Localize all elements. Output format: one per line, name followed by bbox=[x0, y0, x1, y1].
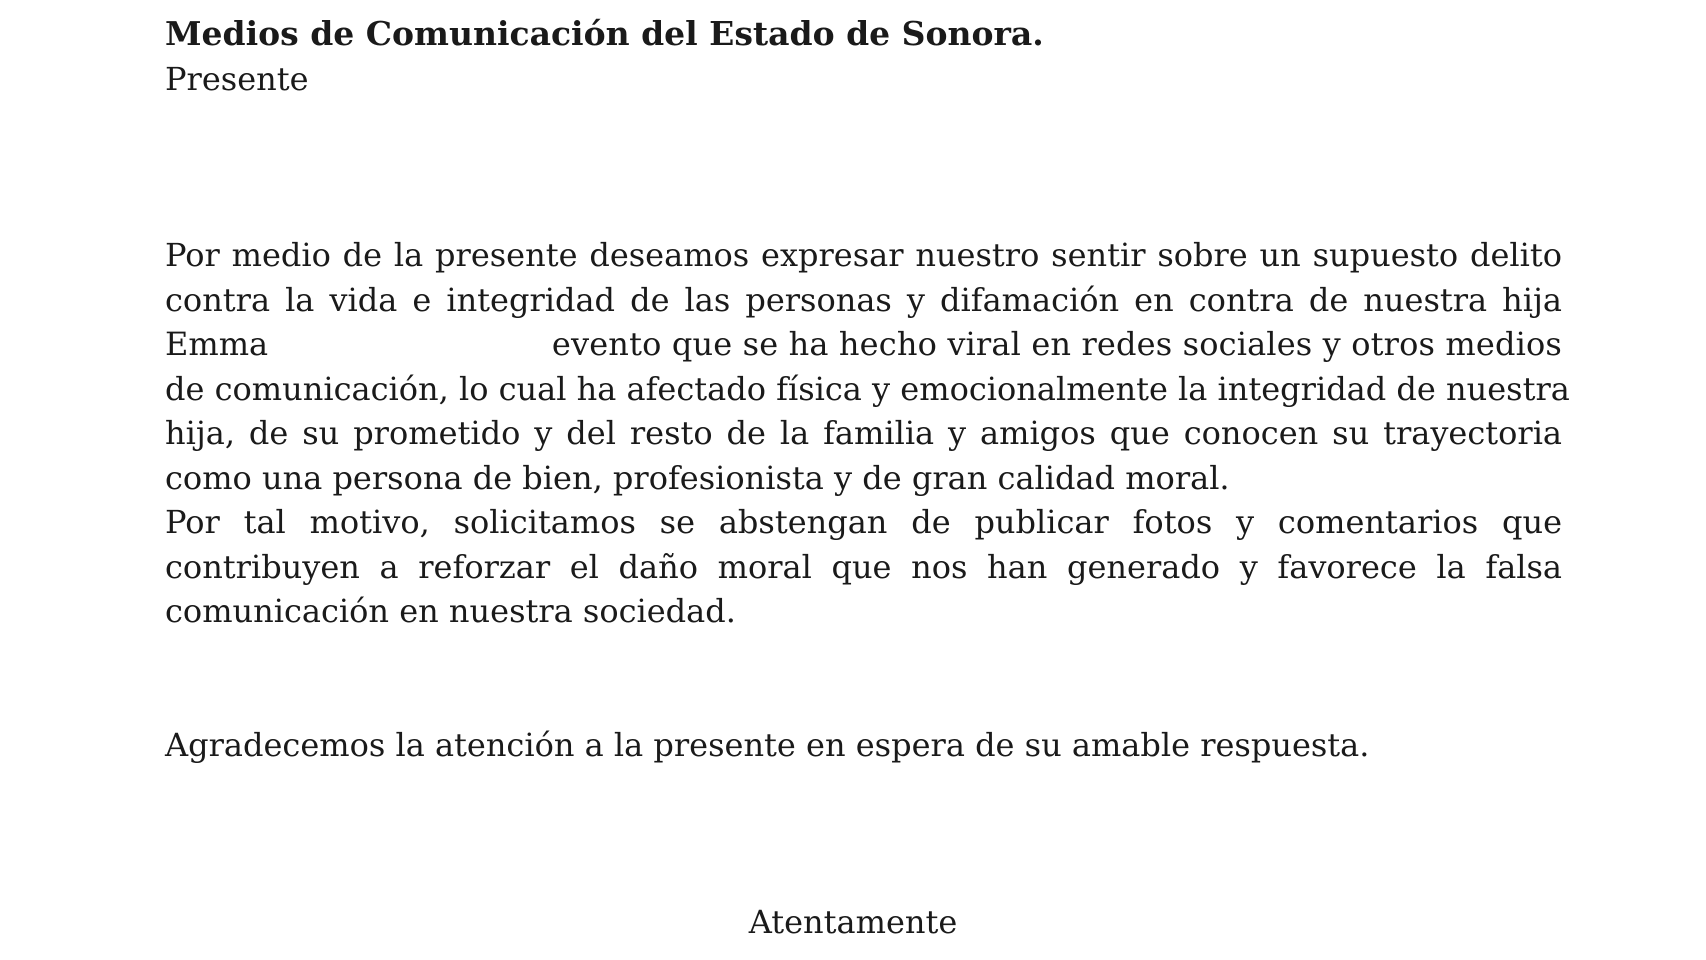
name-emma: Emma bbox=[165, 325, 269, 363]
salutation: Presente bbox=[165, 60, 309, 98]
letter-body bbox=[165, 233, 1570, 634]
thanks-line: Agradecemos la atención a la presente en espera de su amable respuesta. bbox=[165, 726, 1370, 764]
paragraph-2-line-2: contribuyen a reforzar el daño moral que nos han generado y favorece la falsa bbox=[165, 547, 1562, 586]
recipient-heading: Medios de Comunicación del Estado de Sonora. bbox=[165, 14, 1044, 53]
paragraph-1-line-4: de comunicación, lo cual ha afectado física y emocionalmente la integridad de nuestra bbox=[165, 369, 1570, 408]
paragraph-1-line-6: como una persona de bien, profesionista y de gran calidad moral. bbox=[165, 458, 1230, 497]
paragraph-1-line-5: hija, de su prometido y del resto de la familia y amigos que conocen su trayectoria bbox=[165, 414, 1562, 452]
redacted-surname bbox=[268, 322, 552, 358]
paragraph-1-line-1: Por medio de la presente deseamos expresar nuestro sentir sobre un supuesto delito bbox=[165, 236, 1562, 274]
paragraph-2-line-1: Por tal motivo, solicitamos se abstengan de publicar fotos y comentarios que bbox=[165, 503, 1562, 541]
paragraph-2 bbox=[165, 500, 1562, 634]
closing-atentamente: Atentamente bbox=[748, 903, 958, 941]
paragraph-1-line-3-end: evento que se ha hecho viral en redes sociales y otros medios bbox=[551, 325, 1562, 363]
paragraph-2-line-3: comunicación en nuestra sociedad. bbox=[165, 592, 736, 630]
paragraph-1-line-3 bbox=[165, 322, 1562, 367]
paragraph-1-line-2: contra la vida e integridad de las personas y difamación en contra de nuestra hija bbox=[165, 280, 1562, 319]
paragraph-1 bbox=[165, 233, 1570, 500]
